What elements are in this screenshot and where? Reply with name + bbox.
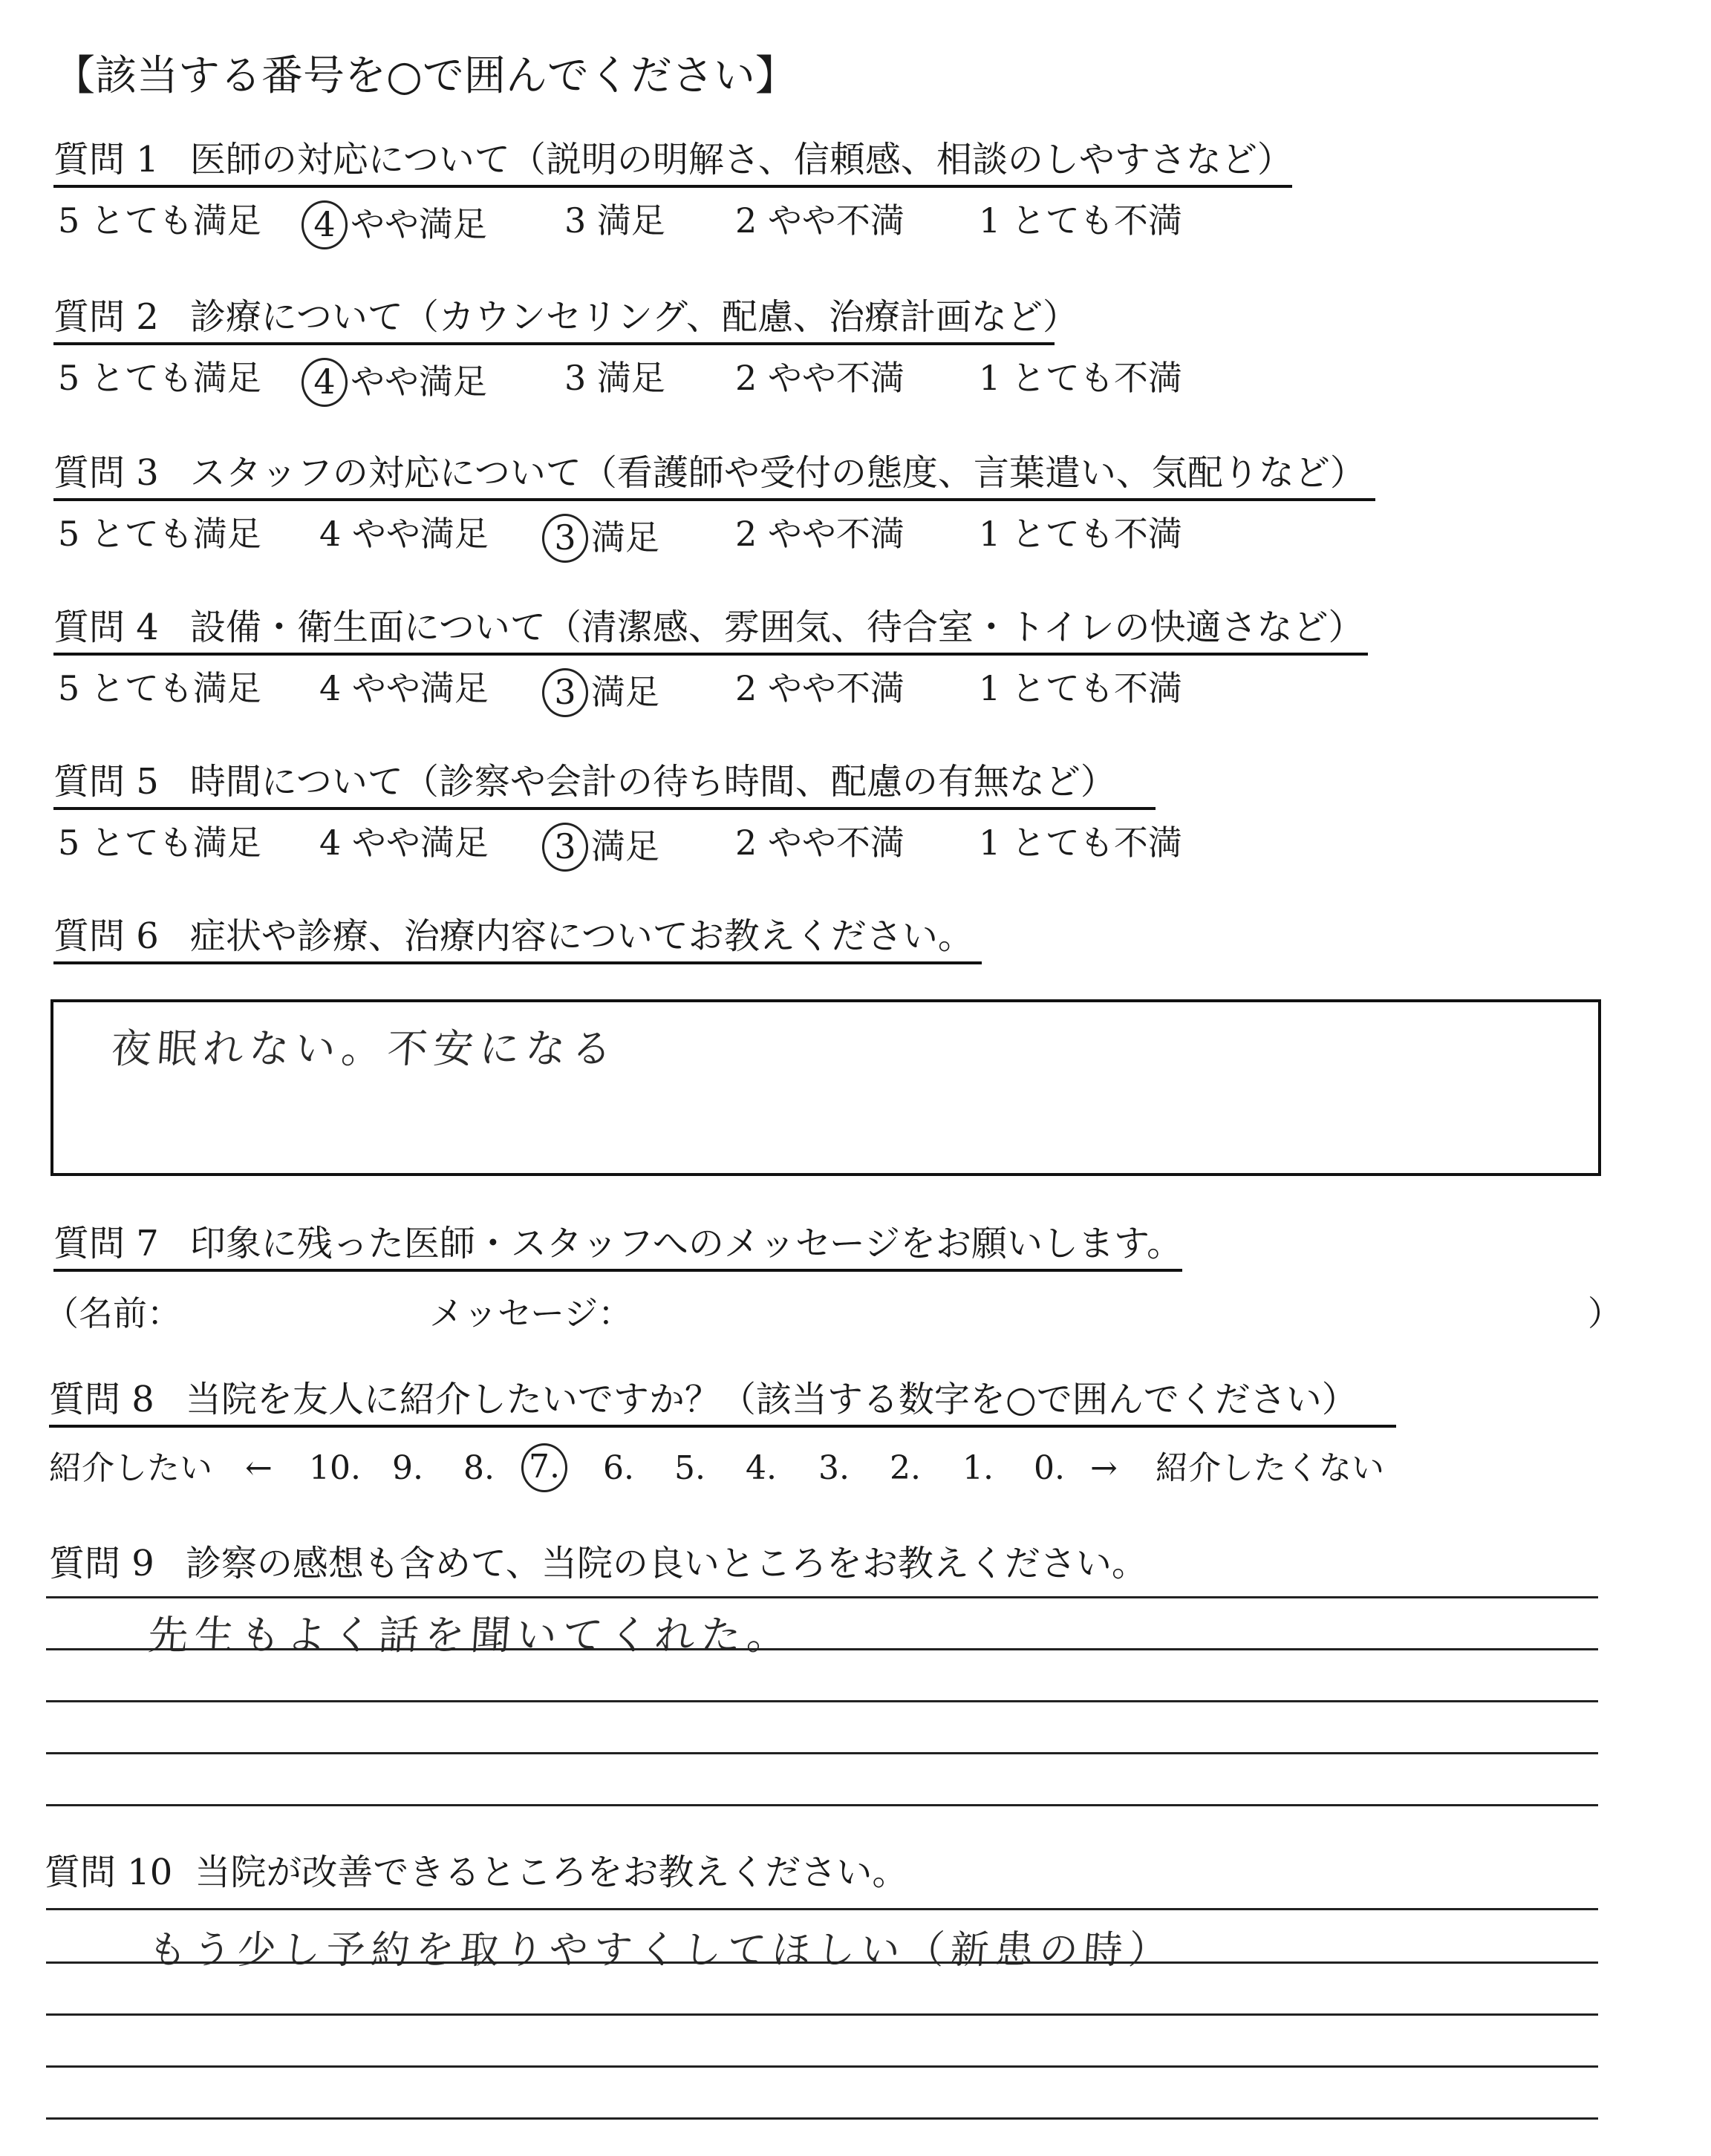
question-text: 当院が改善できるところをお教えください。 <box>195 1852 908 1893</box>
q1-option-3[interactable]: 3 満足 <box>564 200 665 241</box>
q8-score-8[interactable]: 8. <box>463 1449 495 1487</box>
q9-answer-line-3[interactable] <box>46 1700 1598 1702</box>
right-arrow-icon: → <box>1090 1449 1118 1487</box>
q1-option-4-selected[interactable] <box>312 200 487 249</box>
q8-score-10[interactable]: 10. <box>309 1449 361 1487</box>
q4-option-5[interactable]: 5 とても満足 <box>58 668 261 708</box>
question-9 <box>49 1543 1147 1586</box>
q8-score-9[interactable]: 9. <box>392 1449 423 1487</box>
question-6 <box>53 916 982 964</box>
question-number: 質問 7 <box>53 1223 159 1264</box>
q3-option-5[interactable]: 5 とても満足 <box>58 514 261 554</box>
question-number: 質問 6 <box>53 915 159 957</box>
option-label: やや満足 <box>351 204 487 244</box>
question-text: 印象に残った医師・スタッフへのメッセージをお願いします。 <box>189 1223 1183 1264</box>
q10-answer-line-4[interactable] <box>46 2065 1598 2068</box>
q10-answer-line-3[interactable] <box>46 2013 1598 2016</box>
selection-circle: 7. <box>521 1443 567 1492</box>
q5-option-3-selected[interactable] <box>553 823 659 872</box>
selection-circle: 3 <box>542 823 588 872</box>
selection-circle: 3 <box>542 668 588 717</box>
q8-score-6[interactable]: 6. <box>603 1449 634 1487</box>
question-text: 時間について（診察や会計の待ち時間、配慮の有無など） <box>189 761 1116 803</box>
question-3 <box>53 453 1375 501</box>
q8-score-7-selected[interactable] <box>521 1443 570 1492</box>
question-5 <box>53 762 1156 810</box>
option-label: 満足 <box>591 826 659 866</box>
question-text: 診察の感想も含めて、当院の良いところをお教えください。 <box>185 1543 1147 1584</box>
survey-title: 【該当する番号を○で囲んでください】 <box>53 52 797 100</box>
q10-answer-line-5[interactable] <box>46 2117 1598 2120</box>
question-text: 設備・衛生面について（清潔感、雰囲気、待合室・トイレの快適さなど） <box>189 607 1364 648</box>
q2-option-3[interactable]: 3 満足 <box>564 358 665 398</box>
q10-handwritten-answer: もう少し予約を取りやすくしてほしい（新患の時） <box>146 1928 1175 1973</box>
q3-option-1[interactable]: 1 とても不満 <box>979 514 1182 554</box>
question-10 <box>45 1852 907 1895</box>
q4-option-3-selected[interactable] <box>553 668 659 717</box>
q4-option-4[interactable]: 4 やや満足 <box>319 668 489 708</box>
q1-option-1[interactable]: 1 とても不満 <box>979 200 1182 241</box>
question-number: 質問 9 <box>49 1543 154 1584</box>
question-number: 質問 5 <box>53 761 159 803</box>
q10-answer-line-2[interactable] <box>46 1961 1598 1964</box>
question-text: 医師の対応について（説明の明解さ、信頼感、相談のしやすさなど） <box>189 139 1293 180</box>
q2-option-4-selected[interactable] <box>312 358 487 407</box>
question-text: 症状や診療、治療内容についてお教えください。 <box>189 915 974 957</box>
q10-answer-line-1[interactable] <box>46 1908 1598 1910</box>
q7-name-label[interactable]: （名前： <box>45 1293 181 1333</box>
q8-right-label: 紹介したくない <box>1156 1449 1384 1487</box>
q9-answer-line-5[interactable] <box>46 1804 1598 1806</box>
q9-answer-line-1[interactable] <box>46 1596 1598 1598</box>
option-label: やや満足 <box>351 362 487 402</box>
question-text: スタッフの対応について（看護師や受付の態度、言葉遣い、気配りなど） <box>189 452 1366 494</box>
q9-answer-line-4[interactable] <box>46 1752 1598 1754</box>
q1-option-2[interactable]: 2 やや不満 <box>735 200 905 241</box>
q3-option-2[interactable]: 2 やや不満 <box>735 514 905 554</box>
q3-option-4[interactable]: 4 やや満足 <box>319 514 489 554</box>
q2-option-2[interactable]: 2 やや不満 <box>735 358 905 398</box>
option-label: 満足 <box>591 517 659 558</box>
selection-circle: 4 <box>302 200 348 249</box>
q3-option-3-selected[interactable] <box>553 514 659 563</box>
question-number: 質問 1 <box>53 139 159 180</box>
selection-circle: 4 <box>302 358 348 407</box>
question-number: 質問 2 <box>53 296 159 338</box>
q5-option-5[interactable]: 5 とても満足 <box>58 823 261 863</box>
option-label: 満足 <box>591 672 659 712</box>
q8-score-0[interactable]: 0. <box>1034 1449 1065 1487</box>
question-1 <box>53 140 1292 188</box>
q4-option-1[interactable]: 1 とても不満 <box>979 668 1182 708</box>
q6-answer-box[interactable] <box>50 999 1601 1176</box>
question-number: 質問 4 <box>53 607 159 648</box>
question-number: 質問 8 <box>49 1379 154 1420</box>
question-text: 当院を友人に紹介したいですか？（該当する数字を○で囲んでください） <box>185 1379 1358 1420</box>
q6-handwritten-answer: 夜眠れない。不安になる <box>109 1025 619 1072</box>
q2-option-1[interactable]: 1 とても不満 <box>979 358 1182 398</box>
q9-answer-line-2[interactable] <box>46 1648 1598 1650</box>
q5-option-4[interactable]: 4 やや満足 <box>319 823 489 863</box>
q8-score-4[interactable]: 4. <box>746 1449 777 1487</box>
q7-message-label[interactable]: メッセージ： <box>429 1293 633 1333</box>
q5-option-1[interactable]: 1 とても不満 <box>979 823 1182 863</box>
q8-left-label: 紹介したい <box>49 1449 212 1487</box>
question-text: 診療について（カウンセリング、配慮、治療計画など） <box>189 296 1078 338</box>
question-8 <box>49 1379 1396 1428</box>
q8-score-3[interactable]: 3. <box>818 1449 850 1487</box>
q8-score-1[interactable]: 1. <box>962 1449 994 1487</box>
question-2 <box>53 296 1078 345</box>
q9-handwritten-answer: 先生もよく話を聞いてくれた。 <box>146 1612 795 1659</box>
q2-option-5[interactable]: 5 とても満足 <box>58 358 261 398</box>
question-number: 質問 3 <box>53 452 159 494</box>
question-4 <box>53 607 1368 656</box>
q5-option-2[interactable]: 2 やや不満 <box>735 823 905 863</box>
question-7 <box>53 1224 1182 1272</box>
q7-close-paren: ） <box>1588 1293 1622 1333</box>
selection-circle: 3 <box>542 514 588 563</box>
q1-option-5[interactable]: 5 とても満足 <box>58 200 261 241</box>
question-number: 質問 10 <box>45 1852 173 1893</box>
left-arrow-icon: ← <box>245 1449 273 1487</box>
q4-option-2[interactable]: 2 やや不満 <box>735 668 905 708</box>
q8-score-2[interactable]: 2. <box>890 1449 921 1487</box>
q8-score-5[interactable]: 5. <box>674 1449 705 1487</box>
